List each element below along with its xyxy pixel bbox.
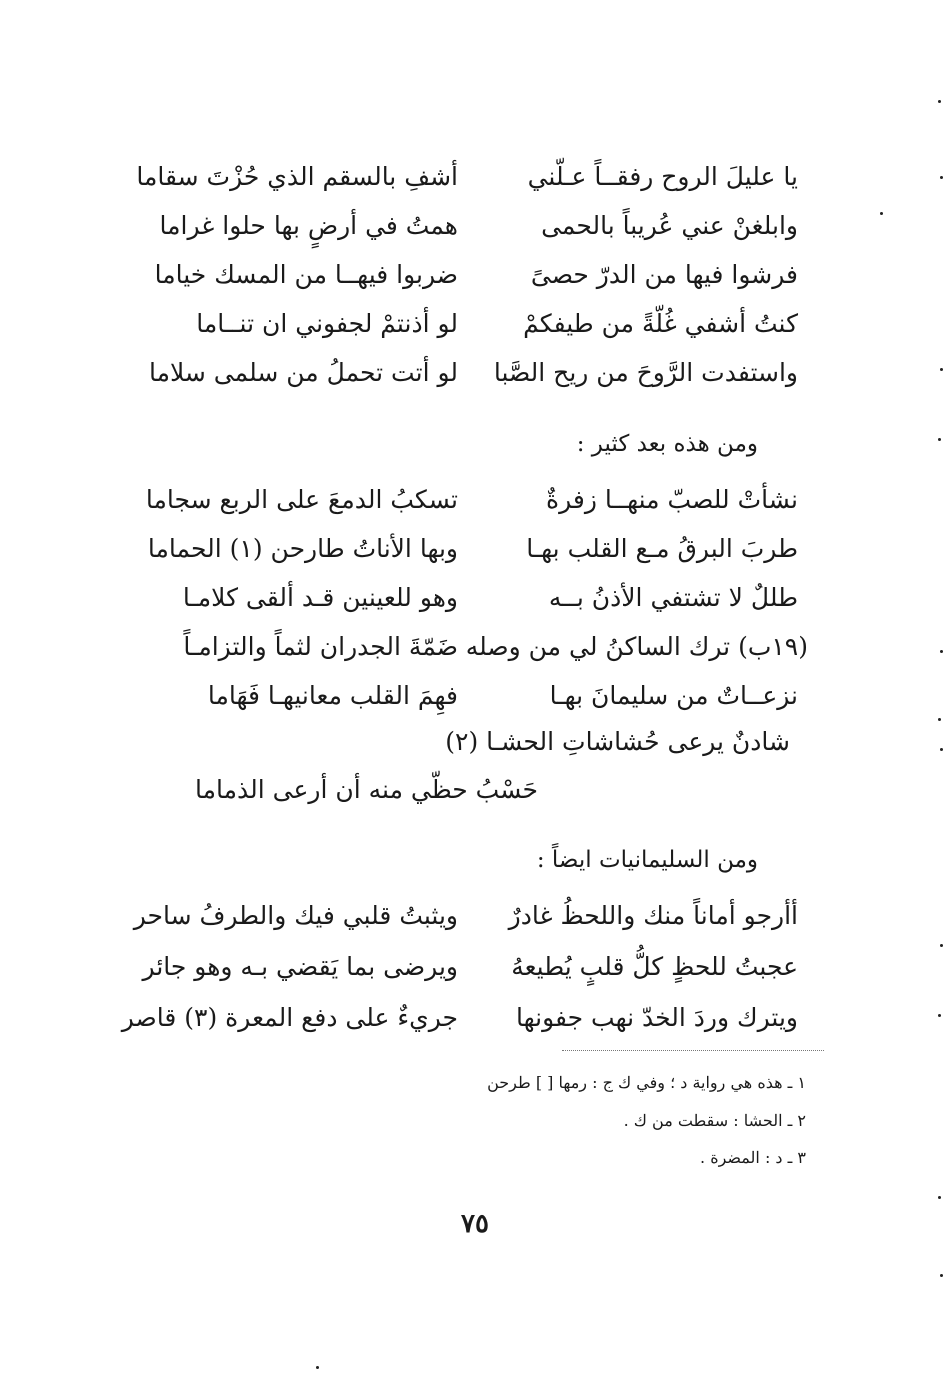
verse-hemistich-second: جريءٌ على دفع المعرة (٣) قاصر — [121, 1003, 458, 1032]
verse-hemistich-first: أأرجو أماناً منك واللحظُ غادرٌ — [508, 901, 798, 930]
verse-row — [158, 625, 808, 669]
scan-speck — [938, 718, 941, 721]
verse-hemistich-first: كنتُ أشفي غُلّةً من طيفكمْ — [523, 309, 798, 338]
verse-hemistich-first: (١٩ب) ترك الساكنُ لي من وصله — [465, 632, 808, 661]
verse-hemistich-first: وابلغنْ عني عُريباً بالحمى — [541, 211, 798, 240]
scan-speck — [880, 212, 883, 215]
verse-hemistich-second: ويرضى بما يَقضي بـه وهو جائر — [142, 952, 458, 981]
verse-hemistich-first: نزعــاتٌ من سليمانَ بهـا — [549, 681, 798, 710]
verse-row — [158, 674, 798, 718]
verse-hemistich-second: ضَمّةَ الجدران لثماً والتزامـاً — [183, 632, 458, 661]
verse-row — [121, 996, 798, 1040]
page-number: ٧٥ — [461, 1209, 489, 1239]
section-intro: ومن السليمانيات ايضاً : — [536, 847, 758, 873]
verse-row — [133, 894, 798, 938]
verse-hemistich-second: ويثبتُ قلبي فيك والطرفُ ساحر — [133, 901, 458, 930]
scan-speck — [940, 944, 943, 947]
scan-speck — [940, 1274, 943, 1277]
verse-hemistich-first: نشأتْ للصبّ منهــا زفرةٌ — [545, 485, 798, 514]
verse-hemistich-second: أشفِ بالسقم الذي حُزْتَ سقاما — [136, 162, 458, 191]
section-intro: ومن هذه بعد كثير : — [576, 431, 758, 457]
scan-speck — [938, 1014, 941, 1017]
scan-speck — [938, 100, 941, 103]
verse-line: حَسْبُ حظّي منه أن أرعى الذماما — [195, 775, 538, 804]
verse-row — [148, 351, 798, 395]
verse-hemistich-second: لو أتت تحملُ من سلمى سلاما — [148, 358, 458, 387]
verse-row — [158, 204, 798, 248]
verse-hemistich-second: وهو للعينين قـد ألقى كلامـا — [182, 583, 458, 612]
footnote: ١ ـ هذه هي رواية د ؛ وفي ك ج : رمها [ ] طرحن — [487, 1073, 806, 1092]
scan-speck — [316, 1366, 319, 1369]
verse-hemistich-second: تسكبُ الدمعَ على الربع سجاما — [145, 485, 458, 514]
scan-speck — [940, 748, 943, 751]
footnote: ٢ ـ الحشا : سقطت من ك . — [623, 1111, 806, 1130]
verse-row — [158, 302, 798, 346]
verse-line: شادنٌ يرعى حُشاشاتِ الحشـا (٢) — [445, 727, 790, 756]
verse-row — [154, 253, 798, 297]
footnote: ٣ ـ د : المضرة . — [700, 1148, 806, 1167]
scan-speck — [938, 438, 941, 441]
verse-row — [145, 478, 798, 522]
verse-hemistich-first: واستفدت الرَّوحَ من ريح الصَّبا — [493, 358, 798, 387]
verse-hemistich-first: طللٌ لا تشتفي الأذنُ بــه — [548, 583, 798, 612]
scan-speck — [940, 650, 943, 653]
verse-hemistich-first: فرشوا فيها من الدرّ حصىً — [530, 260, 798, 289]
verse-hemistich-second: وبها الأناتُ طارحن (١) الحماما — [147, 534, 458, 563]
verse-row — [158, 576, 798, 620]
scan-speck — [940, 368, 943, 371]
scan-speck — [940, 176, 943, 179]
verse-hemistich-first: يا عليلَ الروح رفقــاً عـلّني — [527, 162, 798, 191]
verse-hemistich-second: فهِمَ القلب معانيهـا فَهَاما — [207, 681, 458, 710]
verse-hemistich-first: ويترك وردَ الخدّ نهب جفونها — [515, 1003, 798, 1032]
verse-hemistich-second: لو أذنتمْ لجفوني ان تنــاما — [196, 309, 458, 338]
verse-hemistich-second: همتُ في أرضٍ بها حلوا غراما — [159, 211, 458, 240]
verse-hemistich-first: عجبتُ للحظٍ كلُّ قلبٍ يُطيعهُ — [511, 952, 798, 981]
verse-hemistich-second: ضربوا فيهــا من المسك خياما — [154, 260, 458, 289]
scan-speck — [938, 1196, 941, 1199]
verse-hemistich-first: طربَ البرقُ مـع القلب بهـا — [526, 534, 798, 563]
verse-row — [147, 527, 798, 571]
verse-row — [136, 155, 798, 199]
footnote-divider — [562, 1050, 824, 1051]
verse-row — [142, 945, 798, 989]
